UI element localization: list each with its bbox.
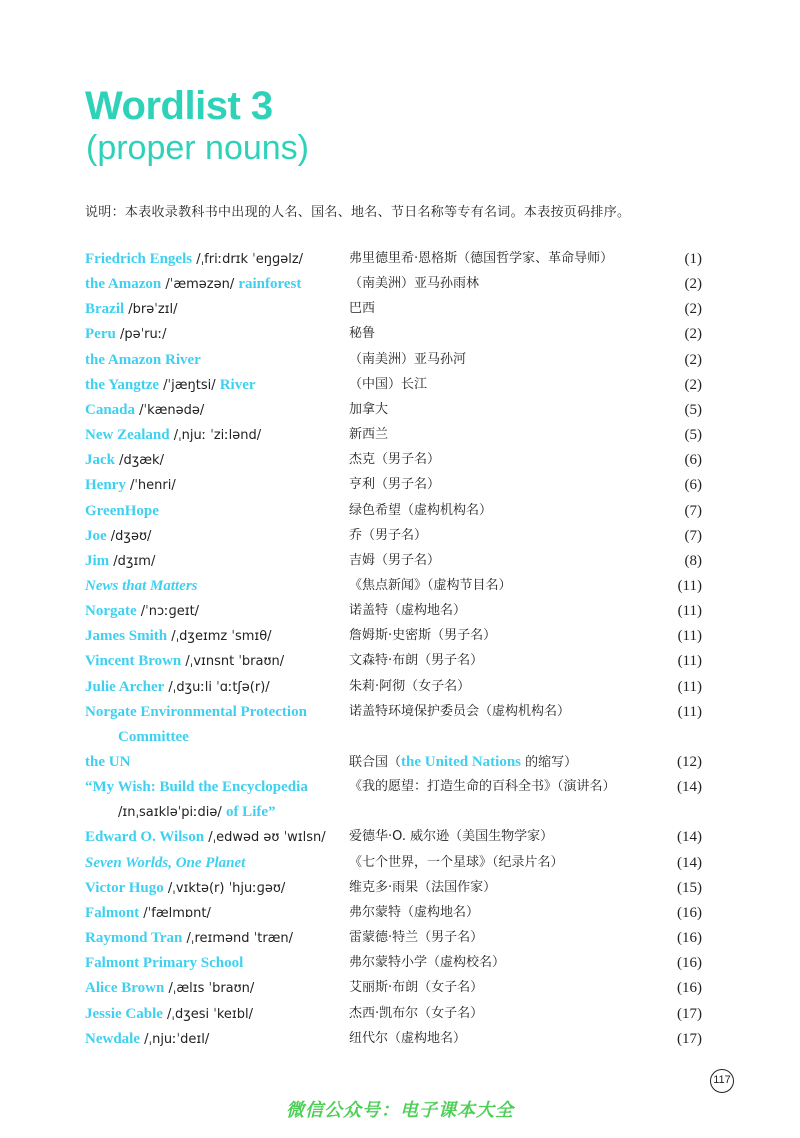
entry-page: (7) <box>684 502 702 519</box>
entry-page: (11) <box>677 578 702 594</box>
list-item <box>0 550 800 572</box>
entry-word: of Life” <box>225 804 276 821</box>
entry-translation <box>349 449 440 471</box>
entry-phonetic: /ˌnjuːˈdeɪl/ <box>140 1031 210 1047</box>
entry-term <box>85 952 243 974</box>
list-item <box>0 323 800 345</box>
entry-term <box>85 776 308 798</box>
entry-translation <box>349 977 483 999</box>
entry-page: (5) <box>684 401 702 418</box>
entry-word: Victor Hugo <box>85 879 164 896</box>
translation-text: 《我的愿望：打造生命的百科全书》（演讲名） <box>349 779 616 795</box>
entry-page: (8) <box>684 552 702 569</box>
translation-text: 加拿大 <box>349 401 389 417</box>
entry-word: Jessie Cable <box>85 1005 163 1022</box>
entry-translation <box>349 826 553 848</box>
entry-translation <box>349 575 512 597</box>
list-item <box>0 801 800 823</box>
translation-text: 弗里德里希·恩格斯（德国哲学家、革命导师） <box>349 251 614 266</box>
entry-phonetic: /dʒəʊ/ <box>106 528 152 544</box>
translation-text: 乔（男子名） <box>349 527 428 543</box>
entry-word: Seven Worlds, One Planet <box>85 854 246 871</box>
translation-text: 艾丽斯·布朗（女子名） <box>349 980 484 996</box>
translation-text: 詹姆斯·史密斯（男子名） <box>349 628 497 644</box>
entry-translation <box>349 852 564 874</box>
translation-text: 诺盖特（虚构地名） <box>349 603 467 619</box>
entry-term <box>85 1003 253 1026</box>
entry-phonetic: /ˌfriːdrɪk ˈeŋɡəlz/ <box>192 252 304 267</box>
translation-text: 巴西 <box>349 301 376 317</box>
entry-word: the Amazon <box>85 276 162 293</box>
entry-word: Canada <box>85 401 136 418</box>
entry-translation <box>349 323 375 345</box>
entry-page: (17) <box>677 1005 702 1022</box>
list-item <box>0 575 800 597</box>
entry-page: (11) <box>677 678 702 695</box>
entry-word: New Zealand <box>85 427 170 443</box>
list-item <box>0 826 800 848</box>
entry-word: the UN <box>85 754 131 770</box>
list-item <box>0 902 800 924</box>
translation-text: 的缩写） <box>521 755 578 770</box>
entry-page: (11) <box>677 653 702 670</box>
entry-term <box>85 399 204 422</box>
entry-page: (11) <box>677 703 702 720</box>
entry-page: (16) <box>677 930 702 946</box>
entry-translation <box>349 500 492 522</box>
list-item <box>0 726 800 748</box>
list-item <box>0 298 800 320</box>
entry-word: Raymond Tran <box>85 930 183 946</box>
entry-term <box>85 298 177 321</box>
entry-word: the Amazon River <box>85 351 201 368</box>
entry-phonetic: /dʒæk/ <box>115 453 164 469</box>
entry-phonetic: /ˌdʒeɪmz ˈsmɪθ/ <box>167 629 272 645</box>
entry-word: rainforest <box>238 276 302 293</box>
entry-term <box>85 248 303 271</box>
entry-term <box>85 676 270 699</box>
entry-translation <box>349 374 427 396</box>
entry-translation <box>349 927 483 949</box>
list-item <box>0 449 800 471</box>
translation-text: 文森特·布朗（男子名） <box>349 653 484 669</box>
entry-word: River <box>219 376 256 393</box>
entry-page: (2) <box>684 351 702 368</box>
entry-word: Newdale <box>85 1030 140 1047</box>
translation-text: （中国）长江 <box>349 376 428 392</box>
list-item <box>0 1028 800 1050</box>
entry-page: (2) <box>684 301 702 318</box>
list-item <box>0 977 800 999</box>
entry-translation <box>349 902 479 924</box>
entry-translation <box>349 952 505 974</box>
entry-term <box>85 349 201 371</box>
entry-translation <box>349 877 496 899</box>
entry-word: Jim <box>85 552 110 569</box>
entry-term <box>85 323 167 346</box>
entry-term <box>118 801 276 824</box>
entry-translation <box>349 1003 483 1025</box>
entry-page: (5) <box>684 427 702 443</box>
entry-term <box>85 977 254 1000</box>
entry-page: (16) <box>677 980 702 997</box>
entry-translation <box>349 273 479 295</box>
entry-word: Henry <box>85 477 126 494</box>
entry-phonetic: /ˈjæŋtsi/ <box>159 377 220 393</box>
entry-page: (2) <box>684 276 702 293</box>
entry-translation <box>349 625 496 647</box>
list-item <box>0 751 800 773</box>
translation-text: 雷蒙德·特兰（男子名） <box>349 930 484 945</box>
entry-word: GreenHope <box>85 502 159 519</box>
list-item <box>0 374 800 396</box>
entry-word: Joe <box>85 527 107 544</box>
translation-text: 弗尔蒙特小学（虚构校名） <box>349 955 506 971</box>
entry-translation <box>349 349 466 371</box>
entry-term <box>85 424 261 447</box>
list-item <box>0 650 800 672</box>
entry-page: (7) <box>684 527 702 544</box>
translation-text: 《焦点新闻》（虚构节目名） <box>349 578 512 593</box>
entry-phonetic: /ˈfælmɒnt/ <box>139 905 211 921</box>
entry-phonetic: /ɪnˌsaɪkləˈpiːdiə/ <box>118 805 226 821</box>
list-item <box>0 500 800 522</box>
translation-text: （南美洲）亚马孙雨林 <box>349 276 480 292</box>
entry-term <box>85 701 307 723</box>
entry-term <box>118 726 189 748</box>
entry-page: (16) <box>677 904 702 921</box>
entry-phonetic: /ˈnɔːɡeɪt/ <box>136 604 200 620</box>
entry-phonetic: /ˌvɪktə(r) ˈhjuːɡəʊ/ <box>163 880 286 896</box>
entry-translation <box>349 399 388 421</box>
watermark: 微信公众号：电子课本大全 <box>286 1100 514 1121</box>
translation-text: 弗尔蒙特（虚构地名） <box>349 904 480 920</box>
translation-text: 联合国（ <box>349 755 402 770</box>
translation-text: 杰西·凯布尔（女子名） <box>349 1005 484 1021</box>
entry-word: Brazil <box>85 301 125 318</box>
entry-translation <box>349 1028 466 1050</box>
translation-text: 诺盖特环境保护委员会（虚构机构名） <box>349 703 571 719</box>
entry-phonetic: /ˌdʒuːli ˈɑːtʃə(r)/ <box>164 679 270 695</box>
page-number: 117 <box>710 1069 734 1093</box>
translation-text: 新西兰 <box>349 427 389 442</box>
entry-page: (12) <box>677 754 702 770</box>
entry-phonetic: /ˌnjuː ˈziːlənd/ <box>169 428 262 443</box>
entry-term <box>85 625 272 648</box>
entry-term <box>85 449 164 472</box>
entry-term <box>85 273 301 296</box>
list-item <box>0 927 800 949</box>
entry-phonetic: /ˈkænədə/ <box>135 402 205 418</box>
list-item <box>0 273 800 295</box>
entry-translation <box>349 298 375 320</box>
list-item <box>0 852 800 874</box>
entry-page: (14) <box>677 829 702 846</box>
entry-term <box>85 1028 209 1051</box>
entry-term <box>85 902 211 925</box>
entry-page: (15) <box>677 879 702 896</box>
description-note: 说明：本表收录教科书中出现的人名、国名、地名、节日名称等专有名词。本表按页码排序。 <box>85 205 631 220</box>
list-item <box>0 676 800 698</box>
list-item <box>0 776 800 798</box>
list-item <box>0 877 800 899</box>
list-item <box>0 600 800 622</box>
list-item <box>0 525 800 547</box>
entry-page: (16) <box>677 955 702 972</box>
entry-term <box>85 650 284 673</box>
entry-translation <box>349 550 440 572</box>
entry-translation <box>349 525 427 547</box>
entry-page: (6) <box>684 477 702 494</box>
translation-text: 纽代尔（虚构地名） <box>349 1030 467 1046</box>
entry-word: James Smith <box>85 628 168 645</box>
translation-text: 朱莉·阿彻（女子名） <box>349 678 471 694</box>
entry-page: (1) <box>684 251 702 267</box>
page-subtitle: (proper nouns) <box>86 129 310 167</box>
entry-phonetic: /dʒɪm/ <box>109 553 156 569</box>
translation-text: 爱德华·O. 威尔逊（美国生物学家） <box>349 829 554 845</box>
translation-text: 杰克（男子名） <box>349 452 441 468</box>
list-item <box>0 625 800 647</box>
entry-term <box>85 550 155 573</box>
entry-term <box>85 751 130 773</box>
entry-translation <box>349 751 577 774</box>
entry-phonetic: /ˌdʒesi ˈkeɪbl/ <box>162 1006 253 1022</box>
translation-text: 秘鲁 <box>349 326 376 342</box>
translation-text: 吉姆（男子名） <box>349 552 441 568</box>
entry-page: (2) <box>684 326 702 343</box>
entry-term <box>85 852 245 874</box>
entry-word: Committee <box>118 728 189 745</box>
list-item <box>0 474 800 496</box>
page-title: Wordlist 3 <box>85 84 273 128</box>
list-item <box>0 1003 800 1025</box>
entry-term <box>85 500 159 522</box>
entry-phonetic: /brəˈzɪl/ <box>124 302 178 318</box>
entry-page: (14) <box>677 854 702 871</box>
list-item <box>0 399 800 421</box>
entry-word: the Yangtze <box>85 376 160 393</box>
entry-term <box>85 600 199 623</box>
entry-term <box>85 575 198 597</box>
entry-page: (2) <box>684 376 702 393</box>
entry-phonetic: /ˌælɪs ˈbraʊn/ <box>164 981 255 997</box>
entry-phonetic: /ˌedwəd əʊ ˈwɪlsn/ <box>204 830 326 846</box>
entry-phonetic: /ˈhenri/ <box>125 478 176 494</box>
entry-phonetic: /ˌvɪnsnt ˈbraʊn/ <box>181 654 285 670</box>
entry-translation <box>349 424 388 446</box>
entry-translation <box>349 600 466 622</box>
entry-word: Peru <box>85 326 116 343</box>
entry-word: Julie Archer <box>85 678 165 695</box>
entry-word: Norgate Environmental Protection <box>85 703 307 720</box>
entry-word: Falmont <box>85 904 140 921</box>
entry-word: Vincent Brown <box>85 653 182 670</box>
entry-term <box>85 525 151 548</box>
list-item <box>0 248 800 270</box>
translation-text: （南美洲）亚马孙河 <box>349 351 467 367</box>
entry-translation <box>349 701 570 723</box>
entry-term <box>85 826 326 849</box>
entry-page: (11) <box>677 628 702 645</box>
entry-term <box>85 374 256 397</box>
entry-page: (14) <box>677 779 702 796</box>
list-item <box>0 349 800 371</box>
entry-word: Friedrich Engels <box>85 251 193 267</box>
list-item <box>0 952 800 974</box>
translation-text: 《七个世界，一个星球》（纪录片名） <box>349 854 564 870</box>
entry-translation <box>349 776 616 798</box>
entry-word: Falmont Primary School <box>85 955 244 972</box>
entry-phonetic: /ˌreɪmənd ˈtræn/ <box>182 931 294 946</box>
translation-text: 亨利（男子名） <box>349 477 441 493</box>
entry-translation <box>349 248 613 270</box>
entry-word: Norgate <box>85 603 137 620</box>
entry-page: (17) <box>677 1030 702 1047</box>
entry-page: (6) <box>684 452 702 469</box>
entry-word: Jack <box>85 452 115 469</box>
entry-translation <box>349 474 440 496</box>
entry-phonetic: /pəˈruː/ <box>115 327 167 343</box>
translation-text: 维克多·雨果（法国作家） <box>349 879 497 895</box>
entry-phonetic: /ˈæməzən/ <box>161 277 239 293</box>
entry-translation <box>349 650 483 672</box>
entry-page: (11) <box>677 603 702 620</box>
entry-word: “My Wish: Build the Encyclopedia <box>85 779 308 796</box>
entry-term <box>85 927 293 950</box>
entry-term <box>85 877 285 900</box>
entry-word: News that Matters <box>85 578 198 594</box>
entry-term <box>85 474 176 497</box>
translation-text: the United Nations <box>401 754 522 770</box>
entry-translation <box>349 676 470 698</box>
list-item <box>0 424 800 446</box>
entry-word: Edward O. Wilson <box>85 829 205 846</box>
list-item <box>0 701 800 723</box>
translation-text: 绿色希望（虚构机构名） <box>349 502 493 518</box>
entry-word: Alice Brown <box>85 980 165 997</box>
